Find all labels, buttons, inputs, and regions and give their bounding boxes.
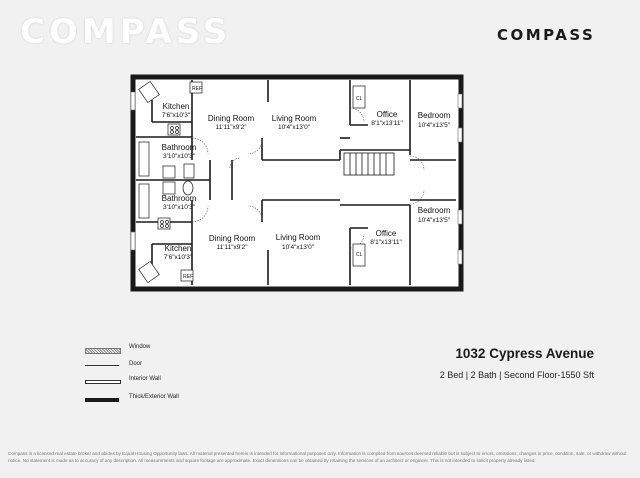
office-bottom-name: Office [375, 229, 397, 238]
legend-exterior-wall-label: Thick/Exterior Wall [129, 394, 179, 400]
legend-door [85, 361, 285, 373]
closet-tag-top: CL [356, 96, 363, 102]
exterior-wall-swatch [85, 398, 119, 402]
legend-interior-wall-label: Interior Wall [129, 376, 161, 382]
property-address: 1032 Cypress Avenue [455, 346, 594, 361]
interior-wall-swatch [85, 380, 121, 384]
bedroom-top-name: Bedroom [417, 111, 451, 120]
property-details: 2 Bed | 2 Bath | Second Floor-1550 Sft [439, 370, 594, 380]
living-bottom-name: Living Room [275, 233, 321, 242]
kitchen-top-dims: 7'6"x10'3" [161, 112, 191, 119]
legend-door-label: Door [129, 361, 143, 367]
dining-bottom-name: Dining Room [208, 234, 256, 243]
office-bottom-dims: 8'1"x13'11" [370, 239, 402, 246]
legend [85, 344, 285, 404]
dining-top-name: Dining Room [207, 114, 255, 123]
bathroom-bottom-dims: 3'10"x10'3" [162, 204, 196, 211]
compass-logo: COMPASS [497, 26, 596, 44]
office-top-name: Office [376, 110, 398, 119]
bathroom-bottom-name: Bathroom [161, 194, 197, 203]
living-top-dims: 10'4"x13'0" [277, 124, 311, 131]
kitchen-top-name: Kitchen [162, 102, 190, 111]
legend-exterior-wall [85, 394, 285, 406]
living-bottom-dims: 10'4"x13'0" [281, 244, 315, 251]
disclaimer: Compass is a licensed real estate broker and abides by Equal Housing Opportunity laws. All material presented herein is intended for informational purposes only. Information is compiled from sources deemed reliable but is subject to errors, omissions, changes in price, condition, sale, or withdraw without notice. No statement is made as to accuracy of any description. All measurements and square footage are approximate. Exact dimensions can be obtained by retaining the services of an architect or engineer. This is not intended to solicit property already listed. [8, 451, 627, 463]
bathroom-top-name: Bathroom [161, 143, 197, 152]
ref-tag-bottom: REF [183, 274, 193, 280]
dining-top-dims: 11'11"x9'2" [215, 124, 247, 131]
legend-window-label: Window [129, 344, 151, 350]
bedroom-bottom-name: Bedroom [417, 206, 451, 215]
living-top-name: Living Room [271, 114, 317, 123]
office-top-dims: 8'1"x13'11" [371, 120, 403, 127]
legend-interior-wall [85, 376, 285, 388]
closet-tag-bottom: CL [356, 252, 363, 258]
watermark-logo: COMPASS [20, 12, 232, 52]
legend-window [85, 344, 285, 356]
bathroom-top-dims: 3'10"x10'3" [162, 153, 196, 160]
ref-tag-top: REF [192, 86, 202, 92]
kitchen-bottom-dims: 7'6"x10'3" [163, 254, 193, 261]
door-swatch [85, 365, 119, 366]
bedroom-bottom-dims: 10'4"x13'5" [417, 217, 451, 224]
kitchen-bottom-name: Kitchen [164, 244, 192, 253]
bedroom-top-dims: 10'4"x13'5" [417, 122, 451, 129]
dining-bottom-dims: 11'11"x9'2" [216, 244, 248, 251]
window-swatch [85, 348, 121, 354]
